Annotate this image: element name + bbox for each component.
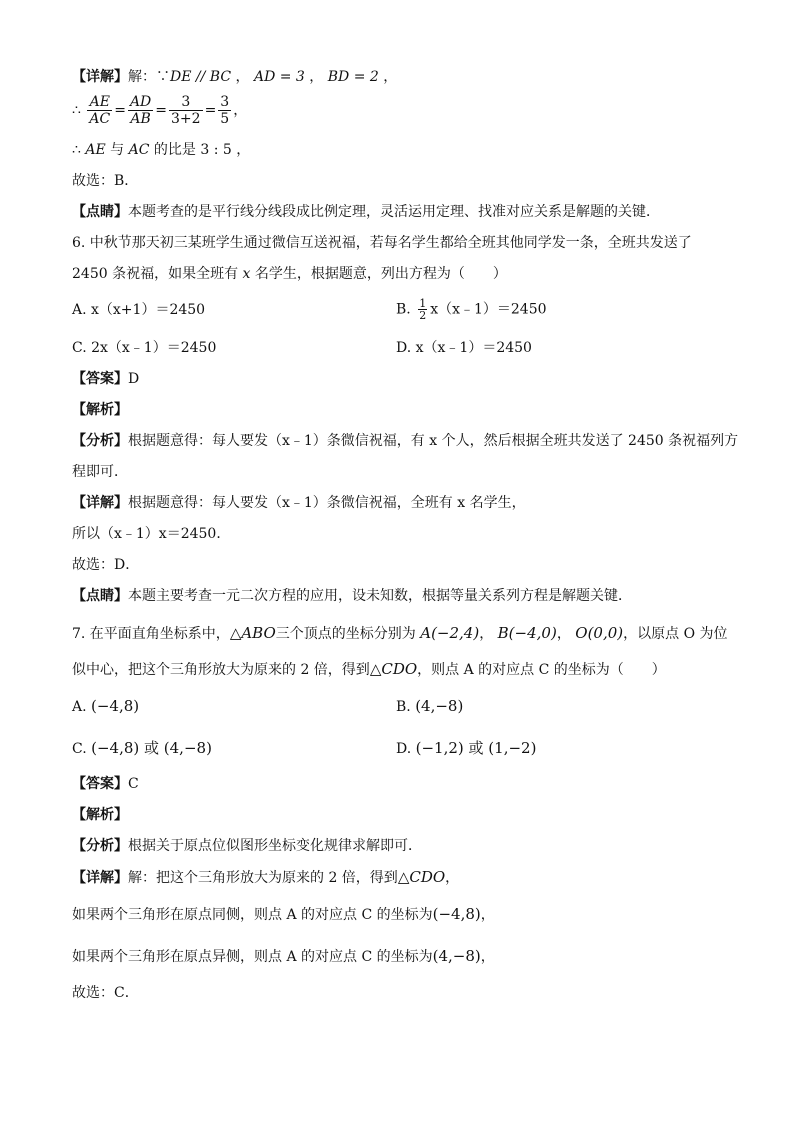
q7-detail2-point: (−4,8) [432, 905, 481, 923]
q7-opta-label: A. [72, 699, 92, 715]
q6-analyze-line1 [72, 432, 738, 450]
q7-choice: 故选：C． [72, 985, 139, 1001]
q7-stem1a: 7. 在平面直角坐标系中， [72, 626, 230, 642]
q7-optb: (4,−8) [415, 697, 464, 715]
q7-answer-tag: 【答案】 [72, 776, 128, 792]
q6-optb-label: B. [396, 301, 416, 318]
frac-den: AB [130, 111, 151, 127]
q5-cond2: AD = 3 [253, 69, 305, 85]
q6-detail-line2: 所以（x﹣1）x＝2450． [72, 526, 231, 542]
q7-optd-label: D. [396, 741, 416, 757]
q6-stem2x: x [242, 266, 251, 282]
q7-option-d [396, 739, 536, 758]
q7-optc-label: C. [72, 741, 92, 757]
q5-tail: ， [233, 102, 248, 119]
q5-comment: 本题考查的是平行线分线段成比例定理，灵活运用定理、找准对应关系是解题的关键． [128, 204, 660, 220]
q5-ratio-mid: 与 [105, 142, 129, 158]
q7-detail1a: 解：把这个三角形放大为原来的 2 倍，得到 [128, 870, 398, 886]
q6-stem2a: 2450 条祝福，如果全班有 [72, 266, 243, 282]
q6-stem-line2 [72, 265, 507, 283]
q7-detail-line2 [72, 905, 495, 924]
fraction-3-over-3plus2 [169, 94, 203, 127]
q5-ratio-line [72, 141, 250, 159]
q7-point-b: B(−4,0) [497, 624, 557, 642]
frac-den: 5 [220, 111, 230, 127]
q7-detail3-point: (4,−8) [432, 947, 481, 965]
q7-triangle-cdo: △CDO [369, 660, 418, 678]
fraction-ae-ac [87, 94, 112, 127]
q5-detail-text: 解：∵ [128, 69, 170, 85]
q7-detail-triangle: △CDO [397, 868, 446, 886]
q7-detail3b: ， [480, 949, 495, 965]
q7-answer: C [128, 776, 139, 792]
q6-detail1: 根据题意得：每人要发（x﹣1）条微信祝福，全班有 x 名学生， [128, 495, 526, 511]
q7-stem2a: 似中心，把这个三角形放大为原来的 2 倍，得到 [72, 662, 370, 678]
q7-detail2a: 如果两个三角形在原点同侧，则点 A 的对应点 C 的坐标为 [72, 907, 433, 923]
fraction-ad-ab [128, 94, 153, 127]
q7-analysis-tag: 【解析】 [72, 807, 128, 823]
q7-answer-line [72, 775, 139, 793]
frac-num: 3 [220, 94, 230, 110]
q6-analyze1: 根据题意得：每人要发（x﹣1）条微信祝福，有 x 个人，然后根据全班共发送了 2450 条祝福列方 [128, 433, 739, 449]
q7-sep-a: ， [479, 626, 498, 642]
q6-stem-line1: 6. 中秋节那天初三某班学生通过微信互送祝福，若每名学生都给全班其他同学发一条，全班共发送了 [72, 235, 692, 251]
q7-stem-line1 [72, 624, 728, 643]
q7-point-o: O(0,0) [575, 624, 624, 642]
q6-detail-tag: 【详解】 [72, 495, 128, 511]
q7-optb-label: B. [396, 699, 416, 715]
fraction-one-half [418, 298, 427, 321]
q7-detail-line3 [72, 947, 495, 966]
q6-answer-line [72, 370, 139, 388]
q6-option-d: D. x（x﹣1）＝2450 [396, 340, 532, 356]
q7-opta: (−4,8) [91, 697, 140, 715]
q5-sep1: ， [231, 69, 254, 85]
q7-detail1b: ， [445, 870, 460, 886]
q7-detail2b: ， [480, 907, 495, 923]
fraction-3-over-5 [218, 94, 231, 127]
q5-sep3: ， [378, 69, 398, 85]
frac-num: 3 [169, 94, 203, 111]
q5-detail-tag: 【详解】 [72, 69, 128, 85]
q7-detail-line1 [72, 868, 459, 887]
q7-detail3a: 如果两个三角形在原点异侧，则点 A 的对应点 C 的坐标为 [72, 949, 433, 965]
q7-analyze-line [72, 837, 422, 855]
q7-optd: (−1,2) 或 (1,−2) [415, 739, 537, 757]
q5-comment-tag: 【点睛】 [72, 204, 128, 220]
q5-fraction-line [72, 94, 247, 127]
q6-answer: D [128, 371, 140, 387]
q5-cond3: BD = 2 [327, 69, 379, 85]
frac-den: 2 [419, 309, 427, 322]
q7-option-a [72, 697, 139, 716]
q7-analyze: 根据关于原点位似图形坐标变化规律求解即可． [128, 838, 422, 854]
q7-stem1b: 三个顶点的坐标分别为 [275, 626, 421, 642]
q6-analyze-tag: 【分析】 [72, 433, 128, 449]
frac-den: AC [89, 111, 111, 127]
q6-analysis-tag: 【解析】 [72, 402, 128, 418]
frac-num: AE [87, 94, 112, 111]
q6-option-b [396, 298, 547, 321]
q5-ratio-a: AE [85, 142, 106, 158]
q7-sep-b: ， [556, 626, 576, 642]
q7-optc: (−4,8) 或 (4,−8) [91, 739, 212, 757]
equals: = [114, 102, 126, 119]
q5-choice: 故选：B． [72, 173, 139, 189]
q7-stem1c: ，以原点 O 为位 [623, 626, 728, 642]
q5-ratio-post: 的比是 3 : 5 ， [149, 142, 251, 158]
frac-num: 1 [419, 297, 427, 310]
frac-den: 3+2 [171, 111, 201, 127]
q6-answer-tag: 【答案】 [72, 371, 128, 387]
q7-option-c [72, 739, 212, 758]
q7-stem-line2 [72, 660, 666, 679]
q6-comment-tag: 【点睛】 [72, 588, 128, 604]
q5-ratio-b: AC [128, 142, 150, 158]
frac-num: AD [129, 94, 152, 110]
q6-option-a: A. x（x+1）＝2450 [72, 302, 206, 318]
q7-triangle-abo: △ABO [229, 624, 276, 642]
q5-ratio-pre: ∴ [72, 142, 86, 158]
q6-comment-line [72, 587, 632, 605]
q6-analyze-line2: 程即可． [72, 464, 128, 480]
q5-detail-line [72, 68, 397, 86]
q6-detail-line1 [72, 494, 526, 512]
equals: = [204, 102, 217, 119]
q7-stem2b: ，则点 A 的对应点 C 的坐标为（ ） [417, 662, 666, 678]
equals: = [155, 102, 168, 119]
q5-cond1: DE // BC [170, 69, 232, 85]
q5-sep2: ， [304, 69, 328, 85]
q6-comment: 本题主要考查一元二次方程的应用，设未知数，根据等量关系列方程是解题关键． [128, 588, 632, 604]
q7-detail-tag: 【详解】 [72, 870, 128, 886]
q5-comment-line [72, 203, 660, 221]
q7-option-b [396, 697, 463, 716]
therefore-symbol: ∴ [72, 102, 81, 119]
q7-point-a: A(−2,4) [420, 624, 480, 642]
q6-stem2b: 名学生，根据题意，列出方程为（ ） [250, 266, 507, 282]
q7-analyze-tag: 【分析】 [72, 838, 128, 854]
q6-option-c: C. 2x（x﹣1）＝2450 [72, 340, 217, 356]
q6-optb-rest: x（x﹣1）＝2450 [430, 301, 547, 318]
q6-choice: 故选：D． [72, 557, 140, 573]
